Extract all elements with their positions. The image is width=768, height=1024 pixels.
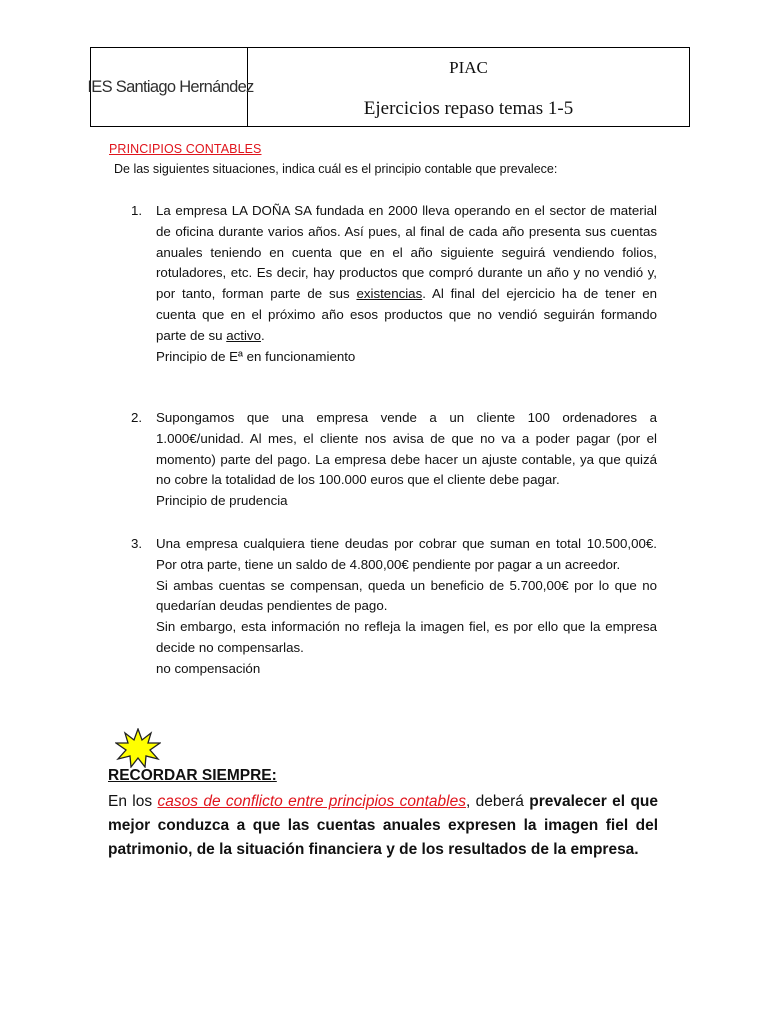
section-title: PRINCIPIOS CONTABLES <box>109 142 262 156</box>
reminder-heading: RECORDAR SIEMPRE: <box>108 767 277 784</box>
school-logo <box>87 48 254 126</box>
item-paragraph-2: Si ambas cuentas se compensan, queda un beneficio de 5.700,00€ por lo que no quedarían deudas pendientes de pago. <box>156 577 657 614</box>
reminder-bold-text: prevalecer el que mejor conduzca a que las cuentas anuales expresen la imagen fiel del patrimonio, de la situación financiera y de los resultados de la empresa. <box>108 793 659 858</box>
item-answer: Principio de Eª en funcionamiento <box>156 348 356 364</box>
exercise-item-1 <box>131 201 657 367</box>
intro-text: De las siguientes situaciones, indica cuál es el principio contable que prevalece: <box>114 162 558 176</box>
item-text: La empresa LA DOÑA SA fundada en 2000 lleva operando en el sector de material de oficina durante varios años. Así pues, al final de cada año presenta sus cuentas anuales teniendo en cuenta que en el año siguiente seguirá vendiendo folios, rotuladores, etc. Es decir, hay productos que compró durante un año y no vendió y, por tanto, forman parte de sus existencias. Al final del ejercicio ha de tener en cuenta que en el próximo año esos productos que no vendió seguirán formando parte de su activo. <box>156 203 657 343</box>
item-answer: no compensación <box>156 660 261 676</box>
item-paragraph-3: Sin embargo, esta información no refleja la imagen fiel, es por ello que la empresa decide no compensarlas. <box>156 619 657 655</box>
item-answer: Principio de prudencia <box>156 493 288 509</box>
header-title-cell <box>248 48 689 126</box>
explosion-star-icon <box>115 728 161 768</box>
reminder-text: En los casos de conflicto entre principios contables, deberá prevalecer el que mejor conduzca a que las cuentas anuales expresen la imagen fiel del patrimonio, de la situación financiera y de los resultados de la empresa. <box>108 793 659 858</box>
exercise-item-2 <box>131 408 657 512</box>
item-number: 1. <box>131 203 143 218</box>
item-number: 2. <box>131 410 143 425</box>
item-text: Supongamos que una empresa vende a un cliente 100 ordenadores a 1.000€/unidad. Al mes, el cliente nos avisa de que no va a poder pagar (por el momento) parte del pago. La empresa debe hacer un ajuste contable, ya que quizá no cobre la totalidad de los 100.000 euros que el cliente debe pagar. <box>156 410 657 488</box>
term-activo: activo <box>226 327 261 343</box>
item-number: 3. <box>131 536 143 551</box>
item-paragraph-1: Una empresa cualquiera tiene deudas por cobrar que suman en total 10.500,00€. Por otra parte, tiene un saldo de 4.800,00€ pendiente por pagar a un acreedor. <box>156 536 657 572</box>
term-existencias: existencias <box>356 286 423 302</box>
exercise-item-3 <box>131 534 657 680</box>
document-subtitle: Ejercicios repaso temas 1-5 <box>363 98 574 119</box>
school-name: IES Santiago Hernández <box>87 77 254 96</box>
document-header <box>87 47 690 127</box>
course-name: PIAC <box>449 58 488 77</box>
reminder-highlight: casos de conflicto entre principios contables <box>157 793 466 810</box>
